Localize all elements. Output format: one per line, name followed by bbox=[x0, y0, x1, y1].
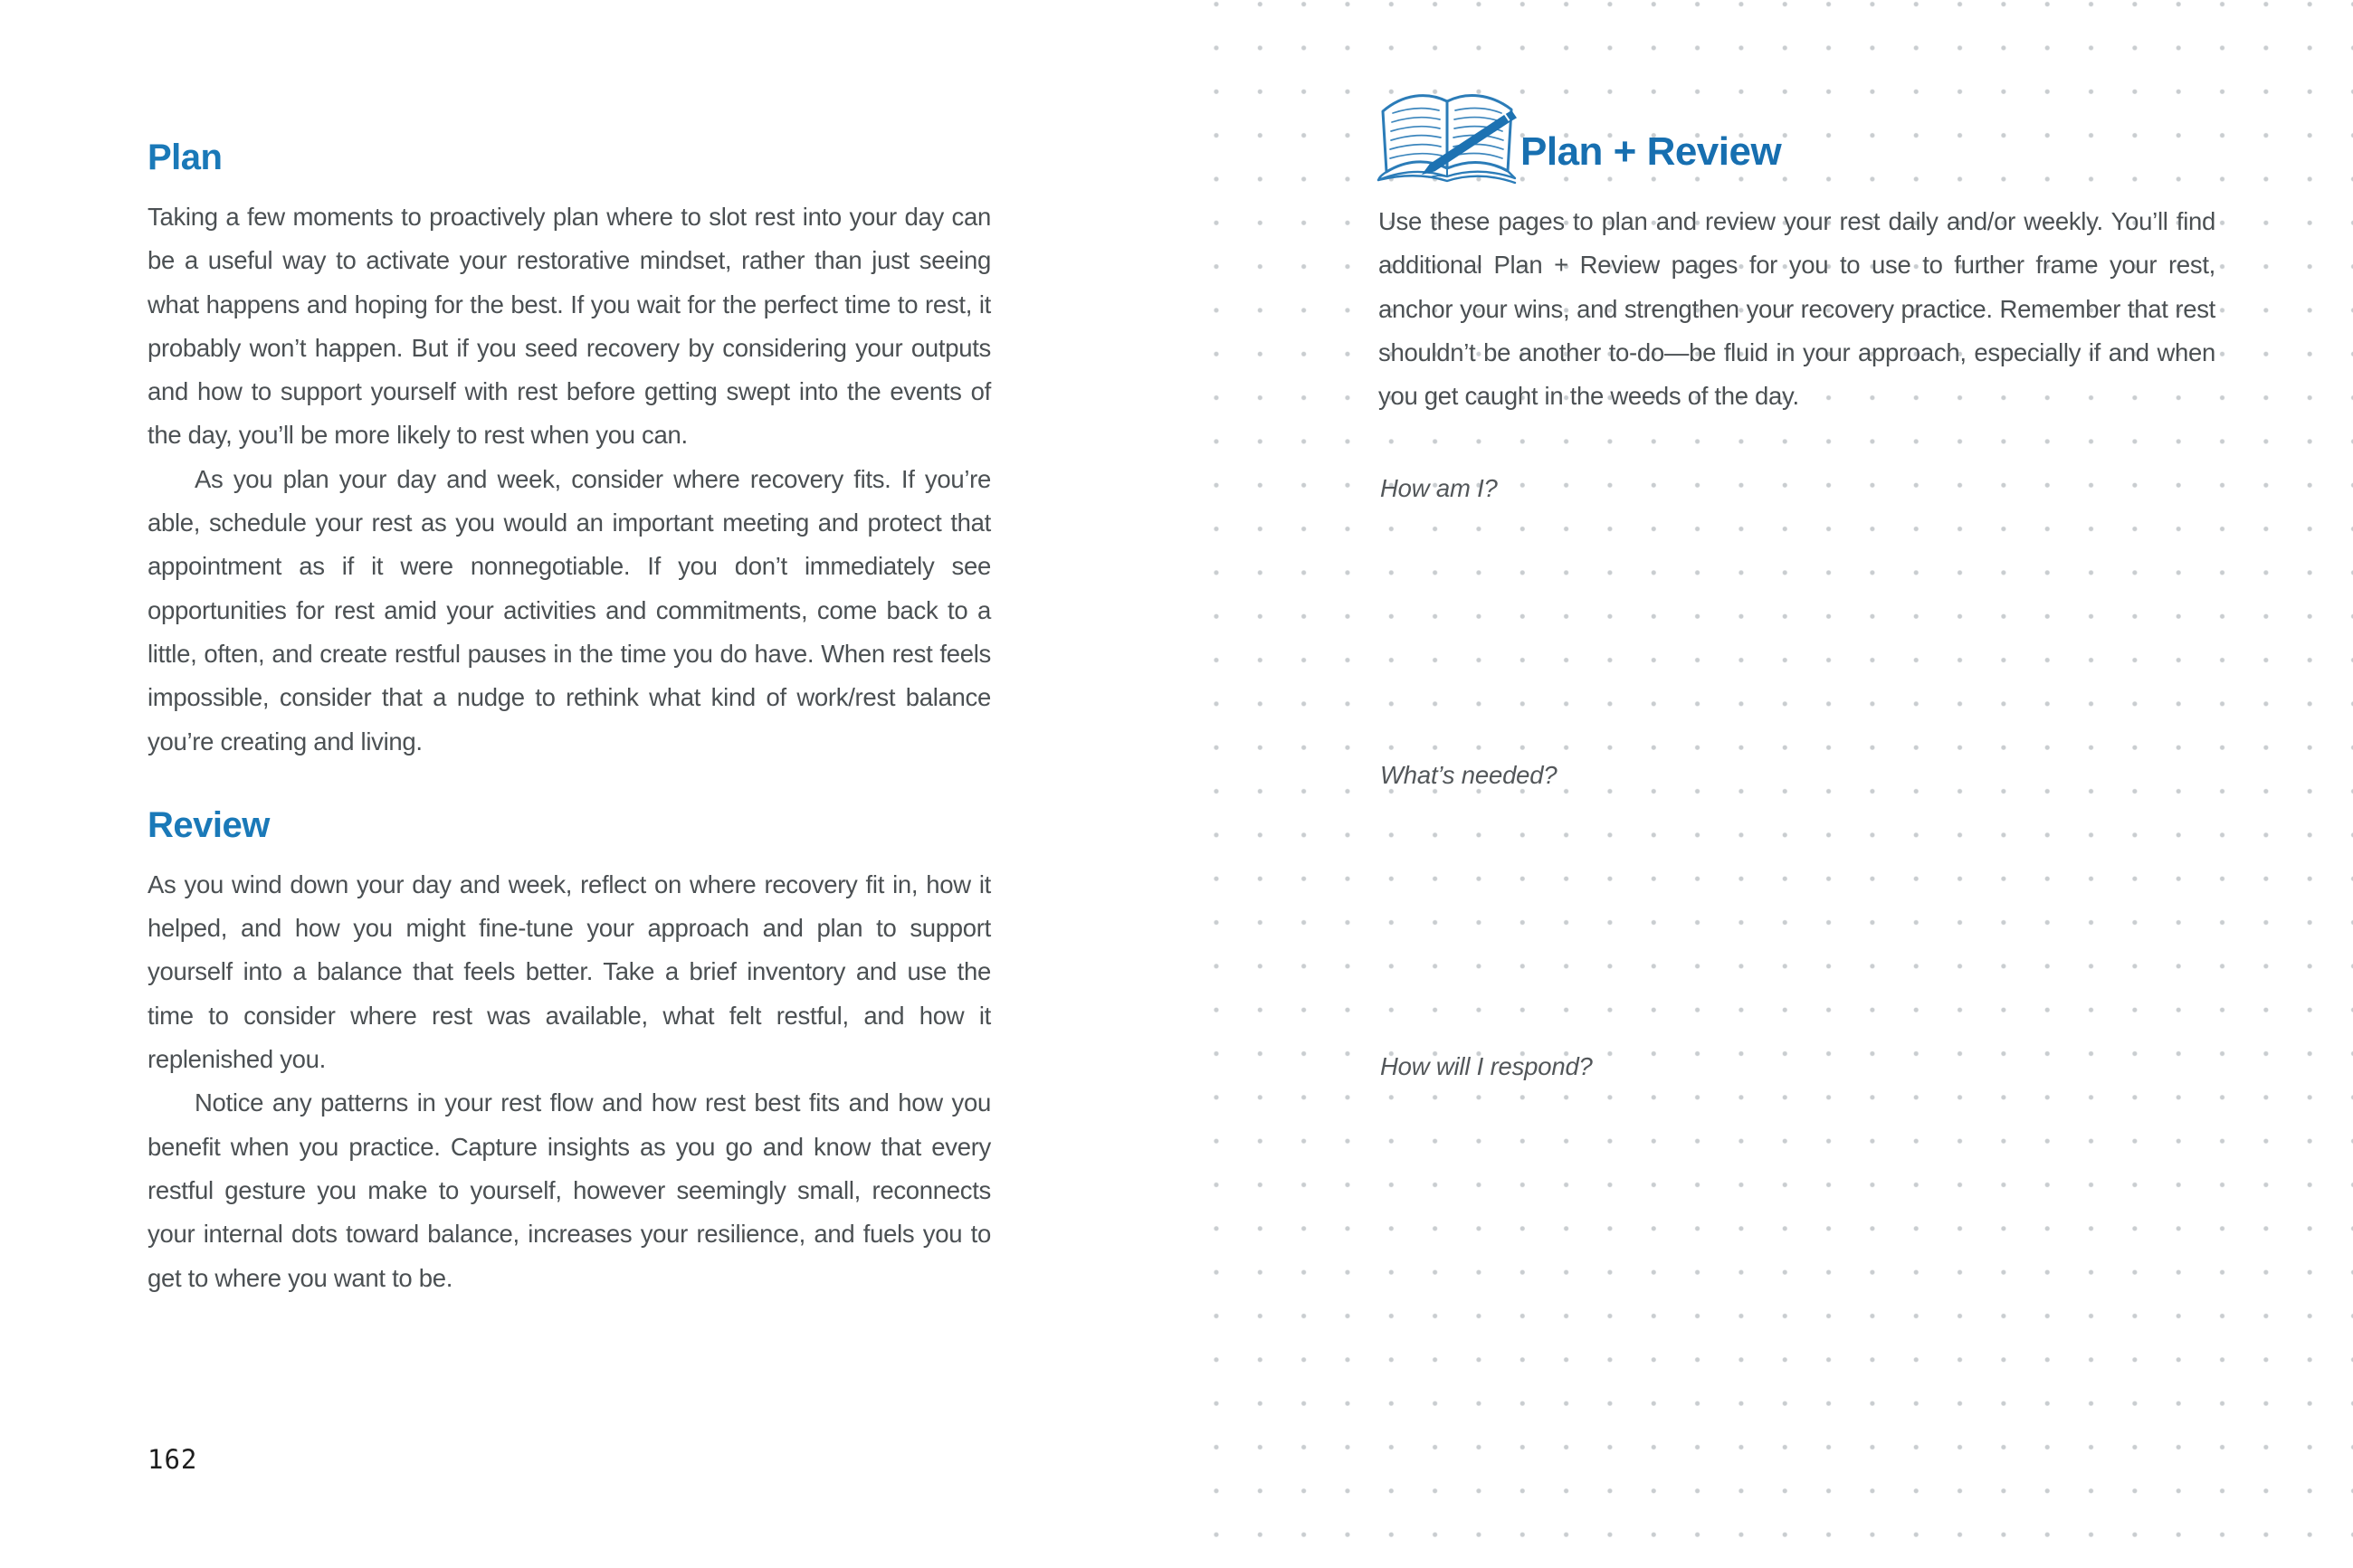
page-number: 162 bbox=[148, 1444, 198, 1475]
open-book-pen-icon bbox=[1369, 81, 1532, 190]
plan-paragraph-1: Taking a few moments to proactively plan where to slot rest into your day can be a useful way to activate your restorative mindset, rather than just seeing what happens and hoping for the best. If you wait for the perfect time to rest, it probably won’t happen. But if you seed recovery by considering your outputs and how to support yourself with rest before getting swept into the events of the day, you’ll be more likely to rest when you can. bbox=[148, 203, 991, 450]
right-page-dotted bbox=[1193, 0, 2353, 1568]
journal-prompt-how-am-i: How am I? bbox=[1380, 474, 1498, 502]
review-paragraph-1: As you wind down your day and week, reflect on where recovery fit in, how it helped, and how you might fine-tune your approach and plan to support yourself into a balance that feels better. Take a brief inventory and use the time to consider where rest was available, what felt restful, and how it replenished you. bbox=[148, 870, 991, 1074]
section-heading-plan: Plan bbox=[148, 138, 223, 177]
left-page-text-column bbox=[148, 134, 991, 1300]
journal-prompt-how-will-i-respond: How will I respond? bbox=[1380, 1052, 1593, 1080]
section-heading-review: Review bbox=[148, 804, 270, 845]
intro-paragraph: Use these pages to plan and review your rest daily and/or weekly. You’ll find additional Plan + Review pages for you to use to further frame your rest, anchor your wins, and strengthen your recovery practice. Remember that rest shouldn’t be another to-do—be fluid in your approach, especially if and when you get caught in the weeds of the day. bbox=[1378, 207, 2215, 411]
plan-paragraph-2: As you plan your day and week, consider where recovery fits. If you’re able, schedule your rest as you would an important meeting and protect that appointment as if it were nonnegotiable. If you don’t immediately see opportunities for rest amid your activities and commitments, come back to a little, often, and create restful pauses in the time you do have. When rest feels impossible, consider that a nudge to rethink what kind of work/rest balance you’re creating and living. bbox=[148, 464, 991, 755]
review-paragraph-2: Notice any patterns in your rest flow and how rest best fits and how you benefit when you practice. Capture insights as you go and know that every restful gesture you make to yourself, however seemingly small, reconnects your internal dots toward balance, increases your resilience, and fuels you to get to where you want to be. bbox=[148, 1088, 991, 1292]
page-title: Plan + Review bbox=[1520, 129, 1782, 174]
journal-prompt-whats-needed: What’s needed? bbox=[1380, 761, 1558, 789]
left-page bbox=[0, 0, 1176, 1568]
